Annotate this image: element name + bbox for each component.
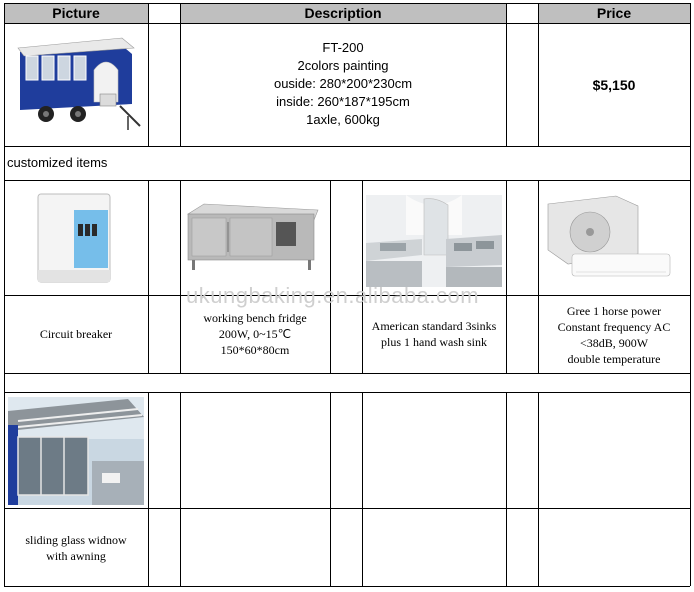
grid-line <box>538 392 539 586</box>
grid-line <box>4 508 690 509</box>
sinks-image <box>366 195 502 287</box>
sinks-line-2: plus 1 hand wash sink <box>381 335 487 349</box>
grid-line <box>362 392 363 586</box>
sliding-window-image <box>8 397 144 505</box>
product-price: $5,150 <box>592 76 636 93</box>
grid-line <box>690 392 691 586</box>
bench-fridge-name: working bench fridge <box>203 311 307 325</box>
grid-line <box>690 3 691 146</box>
grid-line <box>148 392 149 586</box>
header-description: Description <box>304 5 382 21</box>
grid-line <box>4 392 690 393</box>
outside-dimensions: ouside: 280*200*230cm <box>273 76 413 91</box>
bench-fridge-power: 200W, 0~15℃ <box>218 327 292 341</box>
sliding-window-line-1: sliding glass widnow <box>25 533 127 547</box>
grid-line <box>506 3 507 146</box>
bench-fridge-size: 150*60*80cm <box>220 343 290 357</box>
sliding-window-line-2: with awning <box>46 549 106 563</box>
grid-line <box>148 180 149 373</box>
grid-line <box>4 373 5 392</box>
grid-line <box>4 3 690 4</box>
air-conditioner-image <box>546 192 676 284</box>
item-label-air-conditioner <box>538 300 690 370</box>
bench-fridge-image <box>184 200 320 276</box>
grid-line <box>506 180 507 373</box>
item-label-sinks <box>362 305 506 363</box>
ac-type: Constant frequency AC <box>557 320 671 334</box>
item-label-bench-fridge <box>180 305 330 363</box>
inside-dimensions: inside: 260*187*195cm <box>276 94 410 109</box>
grid-line <box>690 146 691 180</box>
grid-line <box>4 373 690 374</box>
grid-line <box>690 373 691 392</box>
grid-line <box>4 586 690 587</box>
item-label-sliding-window <box>4 520 148 576</box>
header-price: Price <box>596 5 632 21</box>
grid-line <box>4 146 5 180</box>
sinks-line-1: American standard 3sinks <box>371 319 497 333</box>
grid-line <box>4 146 690 147</box>
item-label-circuit-breaker: Circuit breaker <box>39 327 113 341</box>
grid-line <box>506 392 507 586</box>
painting-spec: 2colors painting <box>297 58 389 73</box>
grid-line <box>148 3 149 146</box>
food-trailer-image <box>10 34 144 138</box>
grid-line <box>330 392 331 586</box>
section-label: customized items <box>7 155 108 170</box>
grid-line <box>180 392 181 586</box>
grid-line <box>4 3 5 146</box>
ac-brand: Gree 1 horse power <box>566 304 662 318</box>
grid-line <box>690 180 691 373</box>
axle-weight: 1axle, 600kg <box>306 112 380 127</box>
grid-line <box>4 180 690 181</box>
ac-temperature: double temperature <box>567 352 661 366</box>
circuit-breaker-image <box>34 190 114 286</box>
model-name: FT-200 <box>322 40 364 55</box>
watermark: ukungbaking.en.alibaba.com <box>186 283 480 308</box>
product-description <box>180 34 506 134</box>
header-picture: Picture <box>52 5 100 21</box>
grid-line <box>330 180 331 373</box>
ac-noise-power: <38dB, 900W <box>579 336 649 350</box>
